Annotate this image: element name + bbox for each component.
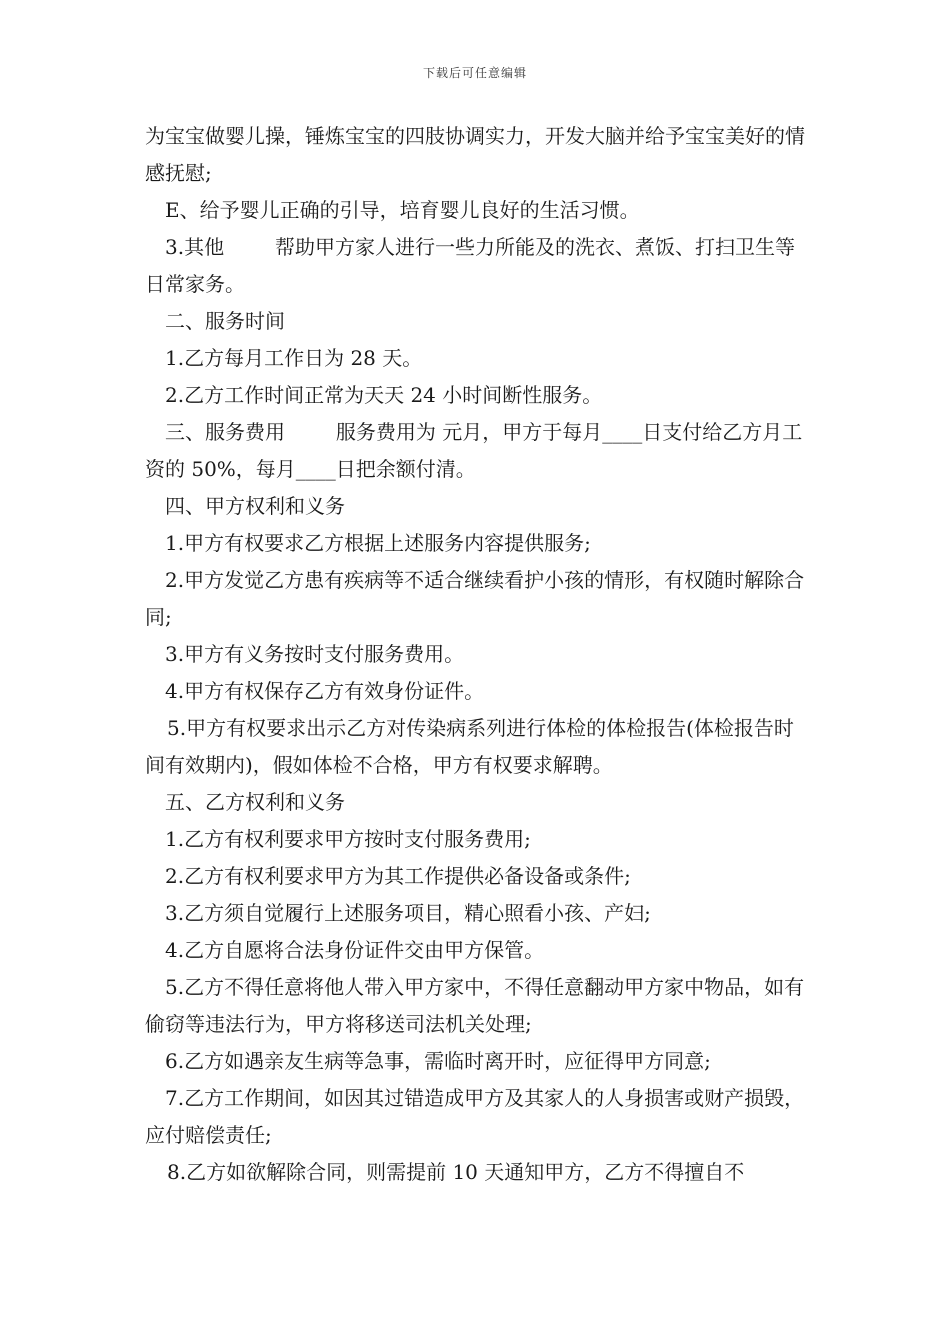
- paragraph: 1.甲方有权要求乙方根据上述服务内容提供服务;: [165, 531, 591, 555]
- paragraph: 3.其他 帮助甲方家人进行一些力所能及的洗衣、煮饭、打扫卫生等日常家务。: [145, 235, 795, 296]
- paragraph: 5.甲方有权要求出示乙方对传染病系列进行体检的体检报告(体检报告时间有效期内)，假如体检不合格，甲方有权要求解聘。: [145, 716, 794, 777]
- paragraph: 5.乙方不得任意将他人带入甲方家中，不得任意翻动甲方家中物品，如有偷窃等违法行为，甲方将移送司法机关处理;: [145, 975, 805, 1036]
- paragraph: E、给予婴儿正确的引导，培育婴儿良好的生活习惯。: [165, 198, 640, 222]
- paragraph: 1.乙方有权利要求甲方按时支付服务费用;: [165, 827, 531, 851]
- section-heading: 五、乙方权利和义务: [165, 790, 345, 814]
- paragraph: 3.乙方须自觉履行上述服务项目，精心照看小孩、产妇;: [165, 901, 651, 925]
- section-heading: 二、服务时间: [165, 309, 285, 333]
- document-body: [145, 118, 810, 1191]
- paragraph: 8.乙方如欲解除合同，则需提前 10 天通知甲方，乙方不得擅自不: [167, 1160, 745, 1184]
- page-header: 下载后可任意编辑: [422, 66, 527, 80]
- section-heading: 四、甲方权利和义务: [165, 494, 345, 518]
- paragraph: 3.甲方有义务按时支付服务费用。: [165, 642, 465, 666]
- paragraph: 为宝宝做婴儿操，锤炼宝宝的四肢协调实力，开发大脑并给予宝宝美好的情感抚慰;: [145, 124, 805, 185]
- paragraph: 6.乙方如遇亲友生病等急事，需临时离开时，应征得甲方同意;: [165, 1049, 711, 1073]
- paragraph: 4.乙方自愿将合法身份证件交由甲方保管。: [165, 938, 545, 962]
- paragraph: 1.乙方每月工作日为 28 天。: [165, 346, 423, 370]
- paragraph: 4.甲方有权保存乙方有效身份证件。: [165, 679, 485, 703]
- paragraph: 2.乙方有权利要求甲方为其工作提供必备设备或条件;: [165, 864, 631, 888]
- paragraph: 2.乙方工作时间正常为天天 24 小时间断性服务。: [165, 383, 603, 407]
- paragraph: 7.乙方工作期间，如因其过错造成甲方及其家人的人身损害或财产损毁，应付赔偿责任;: [145, 1086, 805, 1147]
- paragraph: 2.甲方发觉乙方患有疾病等不适合继续看护小孩的情形，有权随时解除合同;: [145, 568, 805, 629]
- section-heading: 三、服务费用 服务费用为 元月，甲方于每月____日支付给乙方月工资的 50%，每月____日把余额付清。: [145, 420, 803, 481]
